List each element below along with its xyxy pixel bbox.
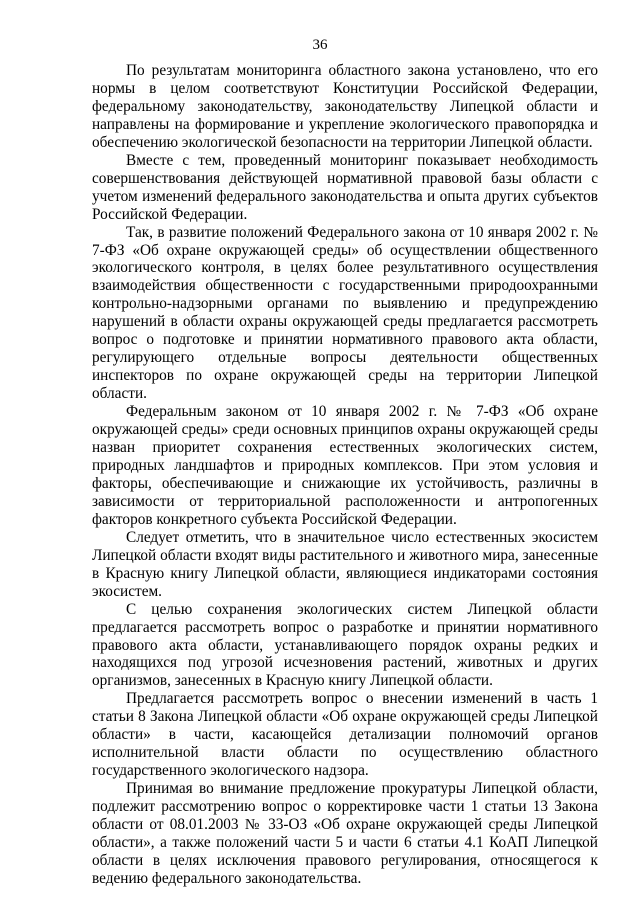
paragraph-monitoring-results: По результатам мониторинга областного закона установлено, что его нормы в целом соответствуют Конституции Российской Федерации, федеральному законодательству, законодательству Липецкой области и направлены на формирование и укрепление экологического правопорядка и обеспечению экологической безопасности на территории Липецкой области. (92, 62, 598, 151)
paragraph-article-8-amendment: Предлагается рассмотреть вопрос о внесении изменений в часть 1 статьи 8 Закона Липецкой области «Об охране окружающей среды Липецкой области» в части, касающейся детализации полномочий органов исполнительной власти области по осуществлению областного государственного экологического надзора. (92, 690, 598, 780)
document-body (92, 62, 598, 888)
paragraph-ecosystem-preservation: С целью сохранения экологических систем Липецкой области предлагается рассмотреть вопрос о разработке и принятии нормативного правового акта области, устанавливающего порядок охраны редких и находящихся под угрозой исчезновения растений, животных и других организмов, занесенных в Красную книгу Липецкой области. (92, 600, 598, 690)
paragraph-improvement-need: Вместе с тем, проведенный мониторинг показывает необходимость совершенствования действующей нормативной правовой базы области с учетом изменений федерального законодательства и опыта других субъектов Российской Федерации. (92, 151, 598, 223)
paragraph-prosecutor-proposal: Принимая во внимание предложение прокуратуры Липецкой области, подлежит рассмотрению вопрос о корректировке части 1 статьи 13 Закона области от 08.01.2003 № 33-ОЗ «Об охране окружающей среды Липецкой области», а также положений части 5 и части 6 статьи 4.1 КоАП Липецкой области в целях исключения правового регулирования, относящегося к ведению федерального законодательства. (92, 780, 598, 887)
paragraph-public-control: Так, в развитие положений Федерального закона от 10 января 2002 г. № 7-ФЗ «Об охране окружающей среды» об осуществлении общественного экологического контроля, в целях более результативного осуществления взаимодействия общественности с государственными природоохранными контрольно-надзорными органами по выявлению и предупреждению нарушений в области охраны окружающей среды предлагается рассмотреть вопрос о подготовке и принятии нормативного правового акта области, регулирующего отдельные вопросы деятельности общественных инспекторов по охране окружающей среды на территории Липецкой области. (92, 223, 598, 403)
page-number: 36 (312, 37, 328, 53)
paragraph-federal-law-principles: Федеральным законом от 10 января 2002 г. № 7-ФЗ «Об охране окружающей среды» среди основных принципов охраны окружающей среды назван приоритет сохранения естественных экологических систем, природных ландшафтов и природных комплексов. При этом условия и факторы, обеспечивающие и снижающие их устойчивость, различны в зависимости от территориальной расположенности и антропогенных факторов конкретного субъекта Российской Федерации. (92, 403, 598, 528)
paragraph-red-book-species: Следует отметить, что в значительное число естественных экосистем Липецкой области входят виды растительного и животного мира, занесенные в Красную книгу Липецкой области, являющиеся индикаторами состояния экосистем. (92, 528, 598, 600)
